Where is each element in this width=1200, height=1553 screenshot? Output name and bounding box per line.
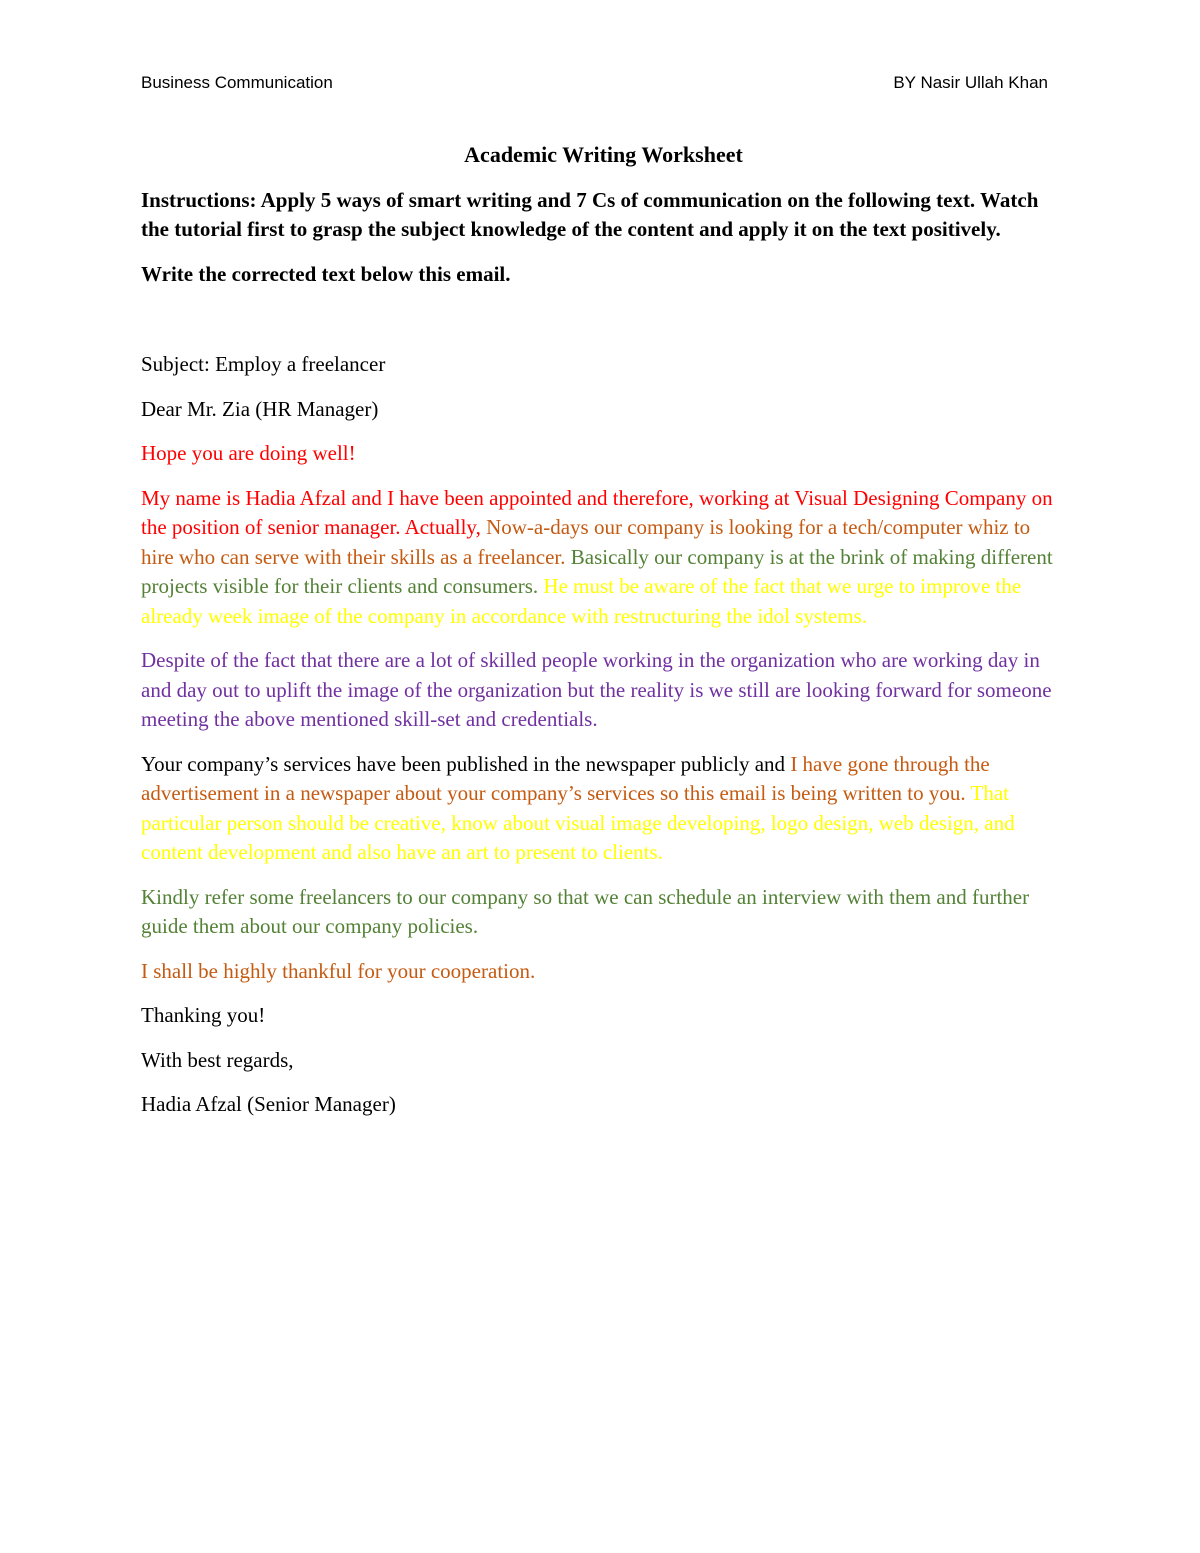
email-paragraph-5: I shall be highly thankful for your cooperation. <box>141 958 536 983</box>
para1-sentence-4: He must be aware of the fact that we urge to improve the already week image of the company in accordance with restructuring the idol systems. <box>141 574 1022 628</box>
write-note: Write the corrected text below this email. <box>141 261 511 286</box>
para1-sentence-1: My name is Hadia Afzal and I have been appointed and therefore, working at Visual Designing Company on the position of senior manager. Actually, <box>141 485 1053 539</box>
email-paragraph-3 <box>141 750 1066 868</box>
instructions-text: Instructions: Apply 5 ways of smart writing and 7 Cs of communication on the following text. Watch the tutorial first to grasp the subject knowledge of the content and apply it on the text positively. <box>141 187 1039 241</box>
page-header <box>141 73 1048 99</box>
para3-sentence-1: Your company’s services have been published in the newspaper publicly and <box>141 751 786 776</box>
header-author: BY Nasir Ullah Khan <box>893 73 1048 92</box>
para1-sentence-2: Now-a-days our company is looking for a tech/computer whiz to hire who can serve with their skills as a freelancer. <box>141 515 1031 569</box>
email-signature: Hadia Afzal (Senior Manager) <box>141 1092 396 1116</box>
document-body <box>141 140 1066 1135</box>
header-course-title: Business Communication <box>141 73 333 92</box>
spacer <box>141 304 1066 350</box>
email-paragraph-1 <box>141 484 1066 632</box>
worksheet-title: Academic Writing Worksheet <box>464 142 743 167</box>
para3-sentence-3: That particular person should be creative, know about visual image developing, logo design, web design, and content development and also have an art to present to clients. <box>141 781 1015 864</box>
para3-sentence-2: I have gone through the advertisement in a newspaper about your company’s services so this email is being written to you. <box>141 751 990 805</box>
email-greeting: Hope you are doing well! <box>141 441 356 465</box>
email-paragraph-2: Despite of the fact that there are a lot of skilled people working in the organization who are working day in and day out to uplift the image of the organization but the reality is we still are looking forward for someone meeting the above mentioned skill-set and credentials. <box>141 648 1052 731</box>
para1-sentence-3: Basically our company is at the brink of making different projects visible for their clients and consumers. <box>141 544 1053 598</box>
email-salutation: Dear Mr. Zia (HR Manager) <box>141 396 379 421</box>
email-closing: With best regards, <box>141 1047 294 1072</box>
email-paragraph-4: Kindly refer some freelancers to our company so that we can schedule an interview with them and further guide them about our company policies. <box>141 884 1030 938</box>
email-subject: Subject: Employ a freelancer <box>141 352 386 376</box>
email-thanks: Thanking you! <box>141 1003 266 1027</box>
